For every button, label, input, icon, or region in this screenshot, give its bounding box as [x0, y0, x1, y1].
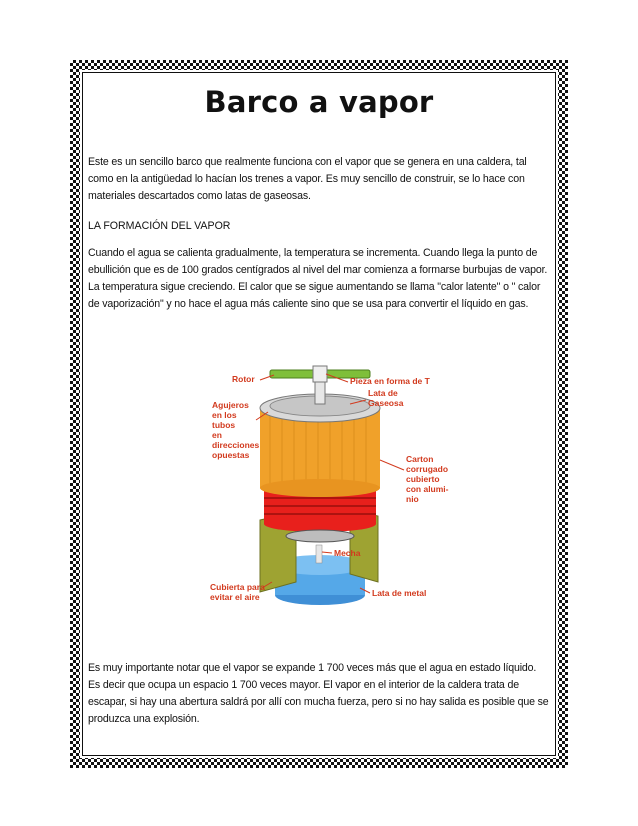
- burner-ring: [286, 530, 354, 542]
- pointer-carton: [380, 460, 404, 470]
- label-agujeros-5: direcciones: [212, 440, 260, 450]
- section-heading: LA FORMACIÓN DEL VAPOR: [88, 220, 231, 232]
- label-lata-metal: Lata de metal: [372, 588, 427, 598]
- cardboard-bottom-edge: [260, 479, 380, 497]
- label-cubierta-2: evitar el aire: [210, 592, 260, 602]
- steam-boiler-diagram: [200, 360, 470, 605]
- vapor-formation-paragraph: Cuando el agua se calienta gradualmente, la temperatura se incrementa. Cuando llega la punto de ebullición que es de 100 grados centígrados al nivel del mar comienza a formarse burbujas de vapor. La temperatura sigue creciendo. El calor que se sigue aumentando se llama "calor latente" o " calor de vaporización" y no hace el agua más caliente sino que se usa para convertir el líquido en gas.: [88, 247, 548, 310]
- label-mecha: Mecha: [334, 548, 361, 558]
- boiler-illustration: [200, 360, 470, 605]
- label-rotor: Rotor: [232, 374, 255, 384]
- label-agujeros-1: Agujeros: [212, 400, 249, 410]
- intro-paragraph: Este es un sencillo barco que realmente funciona con el vapor que se genera en una caldera, tal como en la antigüedad lo hacían los trenes a vapor. Es muy sencillo de construir, se lo hace con materiales descartados como latas de gaseosas.: [88, 156, 527, 202]
- label-carton-3: cubierto: [406, 474, 440, 484]
- label-carton-1: Carton: [406, 454, 434, 464]
- label-cubierta-1: Cubierta para: [210, 582, 265, 592]
- label-lata-gaseosa-1: Lata de: [368, 388, 398, 398]
- label-agujeros-3: tubos: [212, 420, 236, 430]
- label-agujeros-2: en los: [212, 410, 237, 420]
- t-piece-joint: [313, 366, 327, 382]
- pointer-mecha: [322, 552, 332, 553]
- label-carton-5: nio: [406, 494, 419, 504]
- label-agujeros-6: opuestas: [212, 450, 250, 460]
- label-agujeros-4: en: [212, 430, 222, 440]
- label-lata-gaseosa-2: Gaseosa: [368, 398, 404, 408]
- expansion-paragraph: Es muy importante notar que el vapor se expande 1 700 veces más que el agua en estado líquido. Es decir que ocupa un espacio 1 700 veces mayor. El vapor en el interior de la caldera trata de escapar, si hay una abertura saldrá por allí con mucha fuerza, pero si no hay salida es posible que se produzca una explosión.: [88, 662, 549, 725]
- wick: [316, 545, 322, 563]
- document-title: Barco a vapor: [204, 85, 434, 119]
- label-carton-2: corrugado: [406, 464, 449, 474]
- label-carton-4: con alumi-: [406, 484, 449, 494]
- label-pieza: Pieza en forma de T: [350, 376, 430, 386]
